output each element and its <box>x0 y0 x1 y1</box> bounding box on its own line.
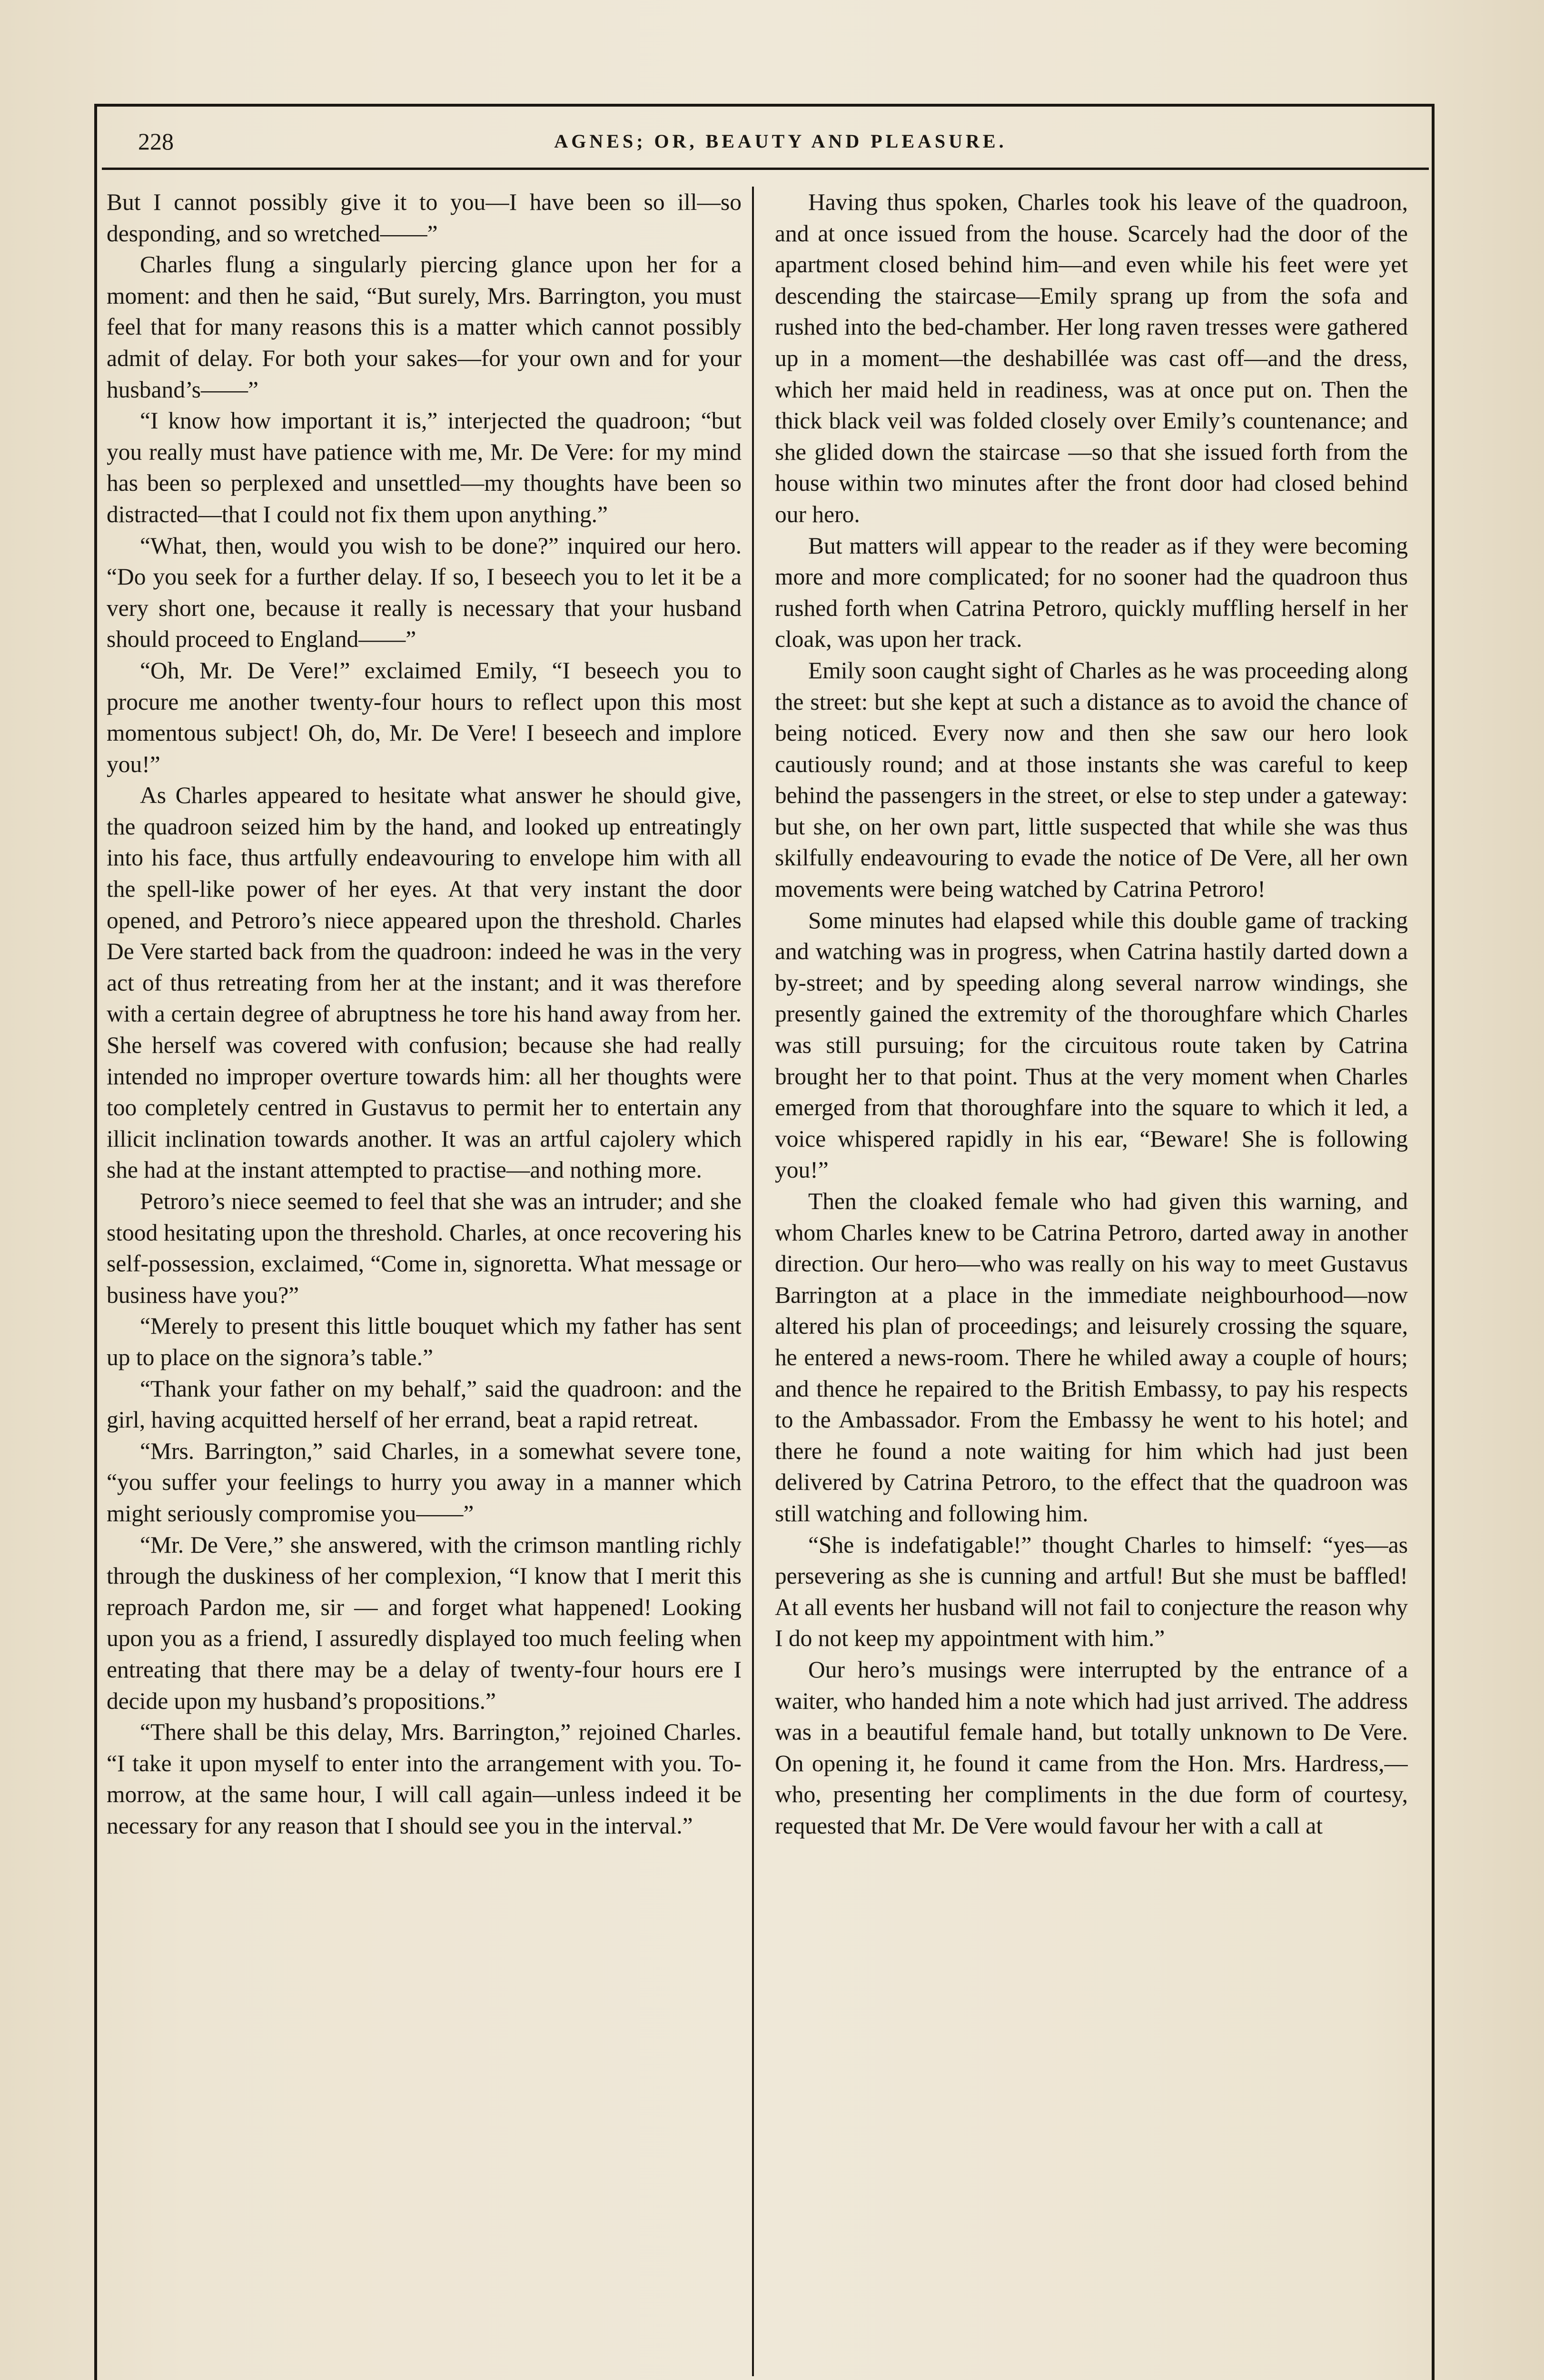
paragraph: “There shall be this delay, Mrs. Barrington,” rejoined Charles. “I take it upon myself to enter into the arrangement with you. To-morrow, at the same hour, I will call again—unless indeed it be necessary for any reason that I should see you in the interval.” <box>107 1719 742 1839</box>
column-divider <box>752 187 754 2376</box>
paragraph: “Oh, Mr. De Vere!” exclaimed Emily, “I beseech you to procure me another twenty-four hours to reflect upon this most momentous subject! Oh, do, Mr. De Vere! I beseech and implore you!” <box>107 657 742 777</box>
right-column <box>775 187 1408 2376</box>
paragraph: “Merely to present this little bouquet which my father has sent up to place on the signora’s table.” <box>107 1313 742 1370</box>
paragraph: “Mr. De Vere,” she answered, with the crimson mantling richly through the duskiness of her complexion, “I know that I merit this reproach Pardon me, sir — and forget what happened! Looking upon you as a friend, I assuredly displayed too much feeling when entreating that there may be a delay of twenty-four hours ere I decide upon my husband’s propositions.” <box>107 1531 742 1714</box>
paragraph: But matters will appear to the reader as if they were becoming more and more complicated; for no sooner had the quadroon thus rushed forth when Catrina Petroro, quickly muffling herself in her cloak, was upon her track. <box>775 532 1408 653</box>
page-header <box>138 125 1423 163</box>
paragraph: But I cannot possibly give it to you—I have been so ill—so desponding, and so wretched——” <box>107 189 742 247</box>
paragraph: “Thank your father on my behalf,” said the quadroon: and the girl, having acquitted herself of her errand, beat a rapid retreat. <box>107 1375 742 1433</box>
paragraph: Charles flung a singularly piercing glance upon her for a moment: and then he said, “But surely, Mrs. Barrington, you must feel that for many reasons this is a matter which cannot possibly admit of delay. For both your sakes—for your own and for your husband’s——” <box>107 251 742 403</box>
running-title: AGNES; OR, BEAUTY AND PLEASURE. <box>554 130 1007 152</box>
header-rule <box>102 168 1429 170</box>
paragraph: Having thus spoken, Charles took his leave of the quadroon, and at once issued from the house. Scarcely had the door of the apartment closed behind him—and even while his feet were yet descending the staircase—Emily sprang up from the sofa and rushed into the bed-chamber. Her long raven tresses were gathered up in a moment—the deshabillée was cast off—and the dress, which her maid held in readiness, was at once put on. Then the thick black veil was folded closely over Emily’s countenance; and she glided down the staircase —so that she issued forth from the house within two minutes after the front door had closed behind our hero. <box>775 189 1408 527</box>
paragraph: “What, then, would you wish to be done?” inquired our hero. “Do you seek for a further delay. If so, I beseech you to let it be a very short one, because it really is necessary that your husband should proceed to England——” <box>107 532 742 653</box>
paragraph: As Charles appeared to hesitate what answer he should give, the quadroon seized him by the hand, and looked up entreatingly into his face, thus artfully endeavouring to envelope him with all the spell-like power of her eyes. At that very instant the door opened, and Petroro’s niece appeared upon the threshold. Charles De Vere started back from the quadroon: indeed he was in the very act of thus retreating from her at the instant; and it was therefore with a certain degree of abruptness he tore his hand away from her. She herself was covered with confusion; because she had really intended no improper overture towards him: all her thoughts were too completely centred in Gustavus to permit her to entertain any illicit inclination towards another. It was an artful cajolery which she had at the instant attempted to practise—and nothing more. <box>107 782 742 1183</box>
page-number: 228 <box>138 128 174 155</box>
paragraph: Then the cloaked female who had given this warning, and whom Charles knew to be Catrina Petroro, darted away in another direction. Our hero—who was really on his way to meet Gustavus Barrington at a place in the immediate neighbourhood—now altered his plan of proceedings; and leisurely crossing the square, he entered a news-room. There he whiled away a couple of hours; and thence he repaired to the British Embassy, to pay his respects to the Ambassador. From the Embassy he went to his hotel; and there he found a note waiting for him which had just been delivered by Catrina Petroro, to the effect that the quadroon was still watching and following him. <box>775 1188 1408 1527</box>
paragraph: “I know how important it is,” interjected the quadroon; “but you really must have patience with me, Mr. De Vere: for my mind has been so perplexed and unsettled—my thoughts have been so distracted—that I could not fix them upon anything.” <box>107 407 742 527</box>
paragraph: “She is indefatigable!” thought Charles to himself: “yes—as persevering as she is cunning and artful! But she must be baffled! At all events her husband will not fail to conjecture the reason why I do not keep my appointment with him.” <box>775 1531 1408 1652</box>
paragraph: Petroro’s niece seemed to feel that she was an intruder; and she stood hesitating upon the threshold. Charles, at once recovering his self-possession, exclaimed, “Come in, signoretta. What message or business have you?” <box>107 1188 742 1308</box>
paragraph: Emily soon caught sight of Charles as he was proceeding along the street: but she kept at such a distance as to avoid the chance of being noticed. Every now and then she saw our hero look cautiously round; and at those instants she was careful to keep behind the passengers in the street, or else to step under a gateway: but she, on her own part, little suspected that while she was thus skilfully endeavouring to evade the notice of De Vere, all her own movements were being watched by Catrina Petroro! <box>775 657 1408 902</box>
paragraph: Our hero’s musings were interrupted by the entrance of a waiter, who handed him a note which had just arrived. The address was in a beautiful female hand, but totally unknown to De Vere. On opening it, he found it came from the Hon. Mrs. Hardress,—who, presenting her compliments in the due form of courtesy, requested that Mr. De Vere would favour her with a call at <box>775 1656 1408 1839</box>
paragraph: Some minutes had elapsed while this double game of tracking and watching was in progress, when Catrina hastily darted down a by-street; and by speeding along several narrow windings, she presently gained the extremity of the thoroughfare which Charles was still pursuing; for the circuitous route taken by Catrina brought her to that point. Thus at the very moment when Charles emerged from that thoroughfare into the square to which it led, a voice whispered rapidly in his ear, “Beware! She is following you!” <box>775 907 1408 1183</box>
paragraph: “Mrs. Barrington,” said Charles, in a somewhat severe tone, “you suffer your feelings to hurry you away in a manner which might seriously compromise you——” <box>107 1438 742 1527</box>
left-column <box>107 187 742 2376</box>
